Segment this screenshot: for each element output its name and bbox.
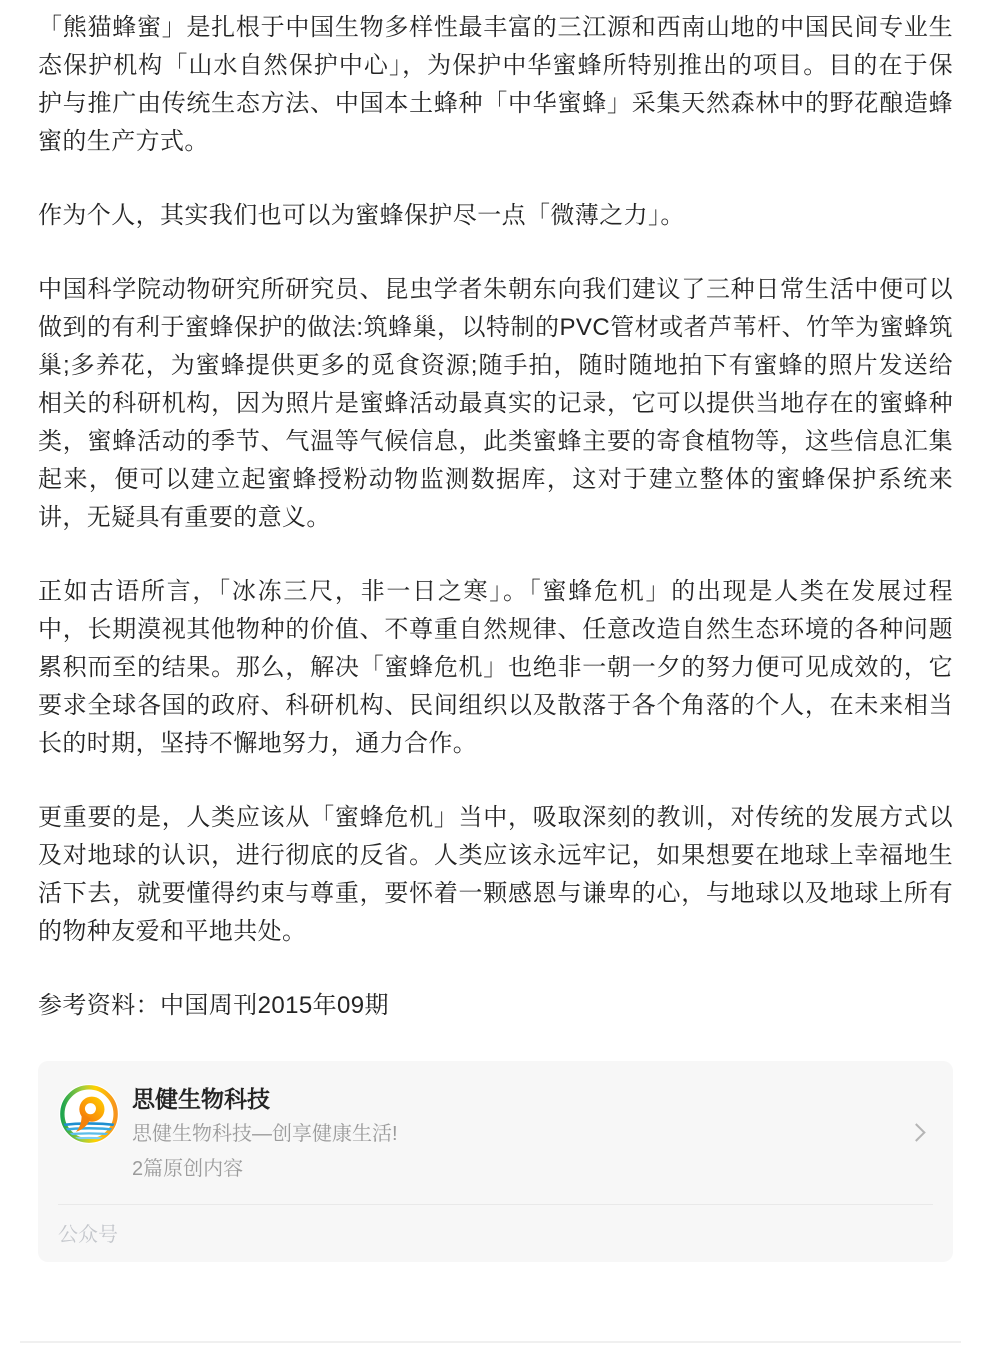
account-name: 思健生物科技	[132, 1086, 270, 1112]
account-type-label: 公众号	[58, 1224, 118, 1246]
chevron-right-icon	[907, 1123, 925, 1141]
article-paragraph-5: 更重要的是，人类应该从「蜜蜂危机」当中，吸取深刻的教训，对传统的发展方式以及对地球的认识，进行彻底的反省。人类应该永远牢记，如果想要在地球上幸福地生活下去，就要懂得约束与尊重，要怀着一颗感恩与谦卑的心，与地球以及地球上所有的物种友爱和平地共处。	[38, 804, 953, 945]
article-paragraph-2: 作为个人，其实我们也可以为蜜蜂保护尽一点「微薄之力」。	[38, 202, 685, 229]
article-reference: 参考资料：中国周刊2015年09期	[38, 992, 389, 1019]
account-original-count: 2篇原创内容	[132, 1158, 244, 1180]
article-paragraph-3: 中国科学院动物研究所研究员、昆虫学者朱朝东向我们建议了三种日常生活中便可以做到的有利于蜜蜂保护的做法:筑蜂巢，以特制的PVC管材或者芦苇杆、竹竿为蜜蜂筑巢;多养花，为蜜蜂提供更多的觅食资源;随手拍，随时随地拍下有蜜蜂的照片发送给相关的科研机构，因为照片是蜜蜂活动最真实的记录，它可以提供当地存在的蜜蜂种类，蜜蜂活动的季节、气温等气候信息，此类蜜蜂主要的寄食植物等，这些信息汇集起来，便可以建立起蜜蜂授粉动物监测数据库，这对于建立整体的蜜蜂保护系统来讲，无疑具有重要的意义。	[38, 276, 953, 531]
bottom-section-divider	[20, 1341, 961, 1343]
account-card-main	[58, 1083, 933, 1182]
account-description: 思健生物科技—创享健康生活!	[132, 1123, 398, 1145]
official-account-card[interactable]	[38, 1061, 953, 1262]
article-paragraph-4: 正如古语所言，「冰冻三尺，非一日之寒」。「蜜蜂危机」的出现是人类在发展过程中，长期漠视其他物种的价值、不尊重自然规律、任意改造自然生态环境的各种问题累积而至的结果。那么，解决「蜜蜂危机」也绝非一朝一夕的努力便可见成效的，它要求全球各国的政府、科研机构、民间组织以及散落于各个角落的个人，在未来相当长的时期，坚持不懈地努力，通力合作。	[38, 578, 953, 757]
article-paragraph-1: 「熊猫蜂蜜」是扎根于中国生物多样性最丰富的三江源和西南山地的中国民间专业生态保护机构「山水自然保护中心」，为保护中华蜜蜂所特别推出的项目。目的在于保护与推广由传统生态方法、中国本土蜂种「中华蜜蜂」采集天然森林中的野花酿造蜂蜜的生产方式。	[38, 14, 953, 155]
account-card-text	[132, 1083, 900, 1182]
sijian-biotech-logo-icon	[58, 1083, 120, 1145]
